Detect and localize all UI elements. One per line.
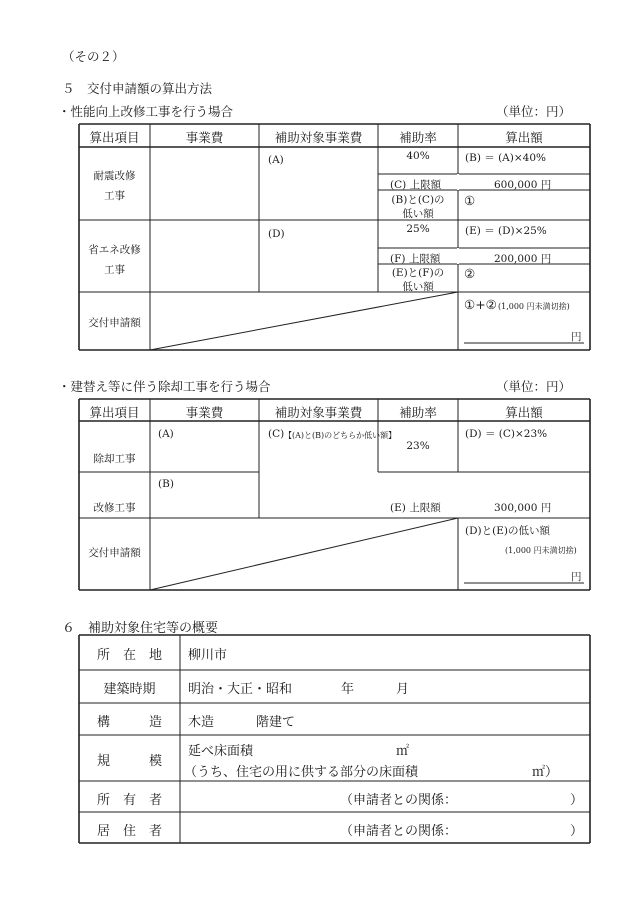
table2-header-item: 算出項目: [89, 405, 140, 420]
table2-caption: ・建替え等に伴う除却工事を行う場合: [58, 379, 271, 394]
energy-lower-2: 低い額: [402, 281, 434, 293]
energy-limit-value: 200,000 円: [494, 253, 552, 265]
seismic-lower-1: (B)と(C)の: [391, 194, 445, 206]
table1-apply-yen: 円: [571, 331, 582, 343]
structure-value: 木造: [188, 715, 215, 730]
seismic-rate: 40%: [406, 150, 430, 162]
table2-apply-yen: 円: [571, 571, 582, 583]
table1-unit: （単位：円）: [496, 104, 572, 119]
renovation-cost: (B): [158, 478, 174, 490]
structure-floors: 階建て: [256, 715, 296, 730]
energy-result: ②: [464, 266, 476, 281]
location-label: 所 在 地: [96, 648, 162, 663]
structure-label: 構 造: [96, 715, 162, 730]
renovation-limit-label: (E) 上限額: [390, 502, 441, 514]
demolition-target-note: 【(A)と(B)のどちらか低い額】: [284, 431, 397, 440]
section6-title: ６ 補助対象住宅等の概要: [62, 621, 219, 636]
table2-header-amount: 算出額: [505, 405, 543, 420]
scale-label: 規 模: [96, 754, 162, 769]
table1-header-item: 算出項目: [89, 130, 140, 145]
demolition-target: (C): [268, 428, 285, 440]
table1-apply-note: (1,000 円未満切捨): [498, 302, 570, 311]
seismic-limit-label: (C) 上限額: [390, 179, 442, 191]
table2-unit: （単位：円）: [496, 379, 572, 394]
table2-header-target: 補助対象事業費: [274, 405, 363, 420]
period-year: 年: [341, 682, 355, 697]
table2-apply-text: (D)と(E)の低い額: [465, 525, 550, 537]
renovation-label: 改修工事: [93, 502, 136, 514]
energy-label-1: 省エネ改修: [88, 244, 141, 256]
location-value: 柳川市: [188, 648, 228, 663]
table1-header-target: 補助対象事業費: [274, 130, 363, 145]
seismic-lower-2: 低い額: [402, 208, 434, 220]
table1-header-amount: 算出額: [505, 130, 543, 145]
table1-caption: ・性能向上改修工事を行う場合: [58, 104, 234, 119]
energy-rate: 25%: [406, 223, 430, 235]
scale-line2: （うち、住宅の用に供する部分の床面積: [184, 765, 419, 780]
seismic-result: ①: [464, 193, 476, 208]
page-label: （その２）: [62, 49, 125, 64]
energy-lower-1: (E)と(F)の: [391, 267, 445, 279]
demolition-cost: (A): [158, 428, 174, 440]
resident-close: ）: [570, 824, 584, 839]
seismic-limit-value: 600,000 円: [494, 179, 552, 191]
resident-label: 居 住 者: [96, 824, 162, 839]
period-value: 明治・大正・昭和: [188, 682, 293, 697]
scale-line1: 延べ床面積: [188, 744, 254, 759]
demolition-rate: 23%: [406, 440, 430, 452]
scale-unit2: ㎡）: [532, 765, 559, 780]
table1-header-cost: 事業費: [185, 130, 224, 145]
owner-label: 所 有 者: [96, 793, 162, 808]
table1-apply-label: 交付申請額: [88, 317, 141, 329]
energy-target: (D): [268, 228, 285, 240]
seismic-label-1: 耐震改修: [93, 170, 136, 182]
seismic-formula: (B) ＝ (A)×40%: [465, 152, 546, 164]
period-label: 建築時期: [103, 682, 156, 697]
section5-title: ５ 交付申請額の算出方法: [62, 81, 213, 96]
table2-apply-label: 交付申請額: [88, 547, 141, 559]
owner-close: ）: [570, 793, 584, 808]
seismic-label-2: 工事: [104, 190, 125, 202]
table2-header-rate: 補助率: [399, 405, 437, 420]
demolition-formula: (D) ＝ (C)×23%: [465, 428, 548, 440]
energy-limit-label: (F) 上限額: [390, 253, 441, 265]
energy-formula: (E) ＝ (D)×25%: [465, 225, 547, 237]
owner-relation: （申請者との関係：: [340, 793, 458, 808]
table2-header-cost: 事業費: [185, 405, 224, 420]
renovation-limit-value: 300,000 円: [494, 502, 552, 514]
table1-apply-formula: ①+②: [464, 297, 497, 312]
energy-label-2: 工事: [104, 264, 125, 276]
demolition-label: 除却工事: [93, 453, 136, 465]
period-month: 月: [396, 682, 410, 697]
table2-apply-note: (1,000 円未満切捨): [505, 546, 577, 555]
seismic-target: (A): [268, 154, 284, 166]
table1-header-rate: 補助率: [399, 130, 437, 145]
scale-unit1: ㎡: [396, 744, 410, 759]
resident-relation: （申請者との関係：: [340, 824, 458, 839]
